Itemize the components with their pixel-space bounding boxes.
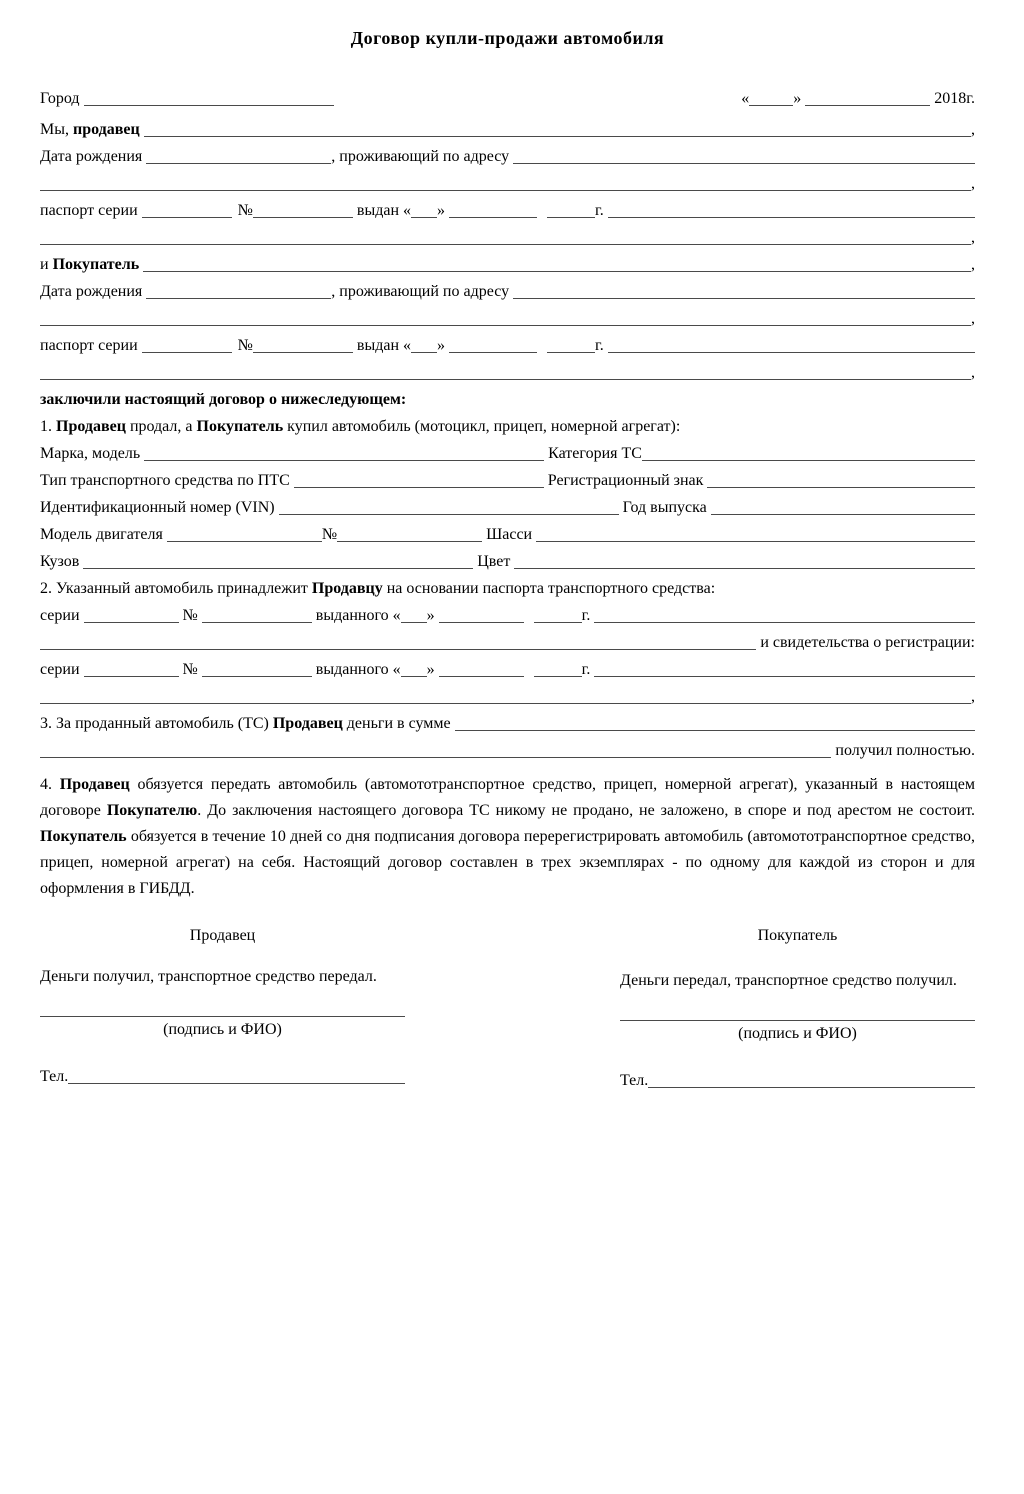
clause3-seller-word: Продавец xyxy=(272,715,343,732)
engine-number-sign: № xyxy=(321,526,338,543)
birth-date-label: Дата рождения xyxy=(40,148,147,165)
trailing-comma: , xyxy=(971,310,975,327)
date-close-quote: » xyxy=(793,90,806,107)
clause2-post-text: на основании паспорта транспортного средства: xyxy=(382,580,716,597)
seller-signature-line xyxy=(40,990,405,1017)
engine-model-label: Модель двигателя xyxy=(40,526,167,543)
sts-issue-day-blank-line xyxy=(401,676,427,677)
issue-open-quote: « xyxy=(392,661,401,678)
engine-number-blank-line xyxy=(337,541,482,542)
make-model-blank-line xyxy=(144,460,544,461)
seller-birth-address-row xyxy=(40,143,975,170)
buyer-intro-label: и xyxy=(40,256,53,273)
seller-role-label: продавец xyxy=(72,121,144,138)
registration-note-label: и свидетельства о регистрации: xyxy=(756,634,975,651)
trailing-comma: , xyxy=(971,229,975,246)
issue-close-quote: » xyxy=(426,661,439,678)
clause4-segment-1: обязуется передать автомобиль (автомототранспортное средство, прицеп, номерной агрегат), указанный в настоящем договоре xyxy=(40,776,976,819)
clause1-number: 1. xyxy=(40,418,56,435)
clause3-row xyxy=(40,710,975,737)
seller-address-blank-line xyxy=(513,163,975,164)
chassis-blank-line xyxy=(536,541,975,542)
category-blank-line xyxy=(642,460,975,461)
engine-model-blank-line xyxy=(167,541,322,542)
phone-label: Тел. xyxy=(40,1068,69,1085)
passport-series-label: паспорт серии xyxy=(40,202,142,219)
trailing-comma: , xyxy=(971,121,975,138)
sts-issue-year-blank-line xyxy=(534,676,582,677)
clause2-pre-text: 2. Указанный автомобиль принадлежит xyxy=(40,580,312,597)
clause1-row xyxy=(40,413,975,440)
concluded-statement: заключили настоящий договор о нижеследующем: xyxy=(40,391,407,408)
phone-label: Тел. xyxy=(620,1072,649,1089)
issue-open-quote: « xyxy=(392,607,401,624)
buyer-signature-block xyxy=(620,922,975,1094)
seller-intro-label: Мы, xyxy=(40,121,73,138)
seller-phone-blank-line xyxy=(68,1083,405,1084)
clause4-segment-2: . До заключения настоящего договора ТС никому не продано, не заложено, в споре и под арестом не состоит. xyxy=(197,802,975,819)
color-label: Цвет xyxy=(473,553,515,570)
seller-passport-issuer-continuation-row xyxy=(40,224,975,251)
seller-name-blank-line xyxy=(144,136,971,137)
engine-row xyxy=(40,521,975,548)
pts-series-blank-line xyxy=(84,622,179,623)
buyer-birth-address-row xyxy=(40,278,975,305)
clause4-buyer-word-2: Покупатель xyxy=(40,828,127,845)
city-date-row xyxy=(40,85,975,112)
amount-received-row xyxy=(40,737,975,764)
seller-signature-block xyxy=(40,922,405,1094)
trailing-comma: , xyxy=(971,256,975,273)
address-label: , проживающий по адресу xyxy=(331,283,514,300)
passport-issued-label: выдан xyxy=(352,337,404,354)
date-open-quote: « xyxy=(741,90,750,107)
seller-issue-day-blank-line xyxy=(411,217,437,218)
sts-series-row xyxy=(40,656,975,683)
sts-number-blank-line xyxy=(202,676,312,677)
buyer-address-continuation-row xyxy=(40,305,975,332)
seller-heading: Продавец xyxy=(189,927,256,944)
clause4-paragraph xyxy=(40,772,975,902)
seller-phone-row xyxy=(40,1063,405,1090)
seller-passport-row xyxy=(40,197,975,224)
buyer-passport-issuer-continuation-blank-line xyxy=(40,379,971,380)
issue-close-quote: » xyxy=(426,607,439,624)
pts-series-row xyxy=(40,602,975,629)
buyer-issue-day-blank-line xyxy=(411,352,437,353)
vin-row xyxy=(40,494,975,521)
passport-number-sign: № xyxy=(237,202,253,219)
pts-issuer-continuation-blank-line xyxy=(40,649,756,650)
pts-issued-label: выданного xyxy=(311,607,393,624)
buyer-heading: Покупатель xyxy=(757,927,838,944)
sts-issue-month-blank-line xyxy=(439,676,524,677)
buyer-passport-row xyxy=(40,332,975,359)
make-model-row xyxy=(40,440,975,467)
pts-issue-month-blank-line xyxy=(439,622,524,623)
vehicle-type-row xyxy=(40,467,975,494)
seller-intro-row xyxy=(40,116,975,143)
sts-number-sign: № xyxy=(178,661,202,678)
buyer-phone-blank-line xyxy=(648,1087,975,1088)
pts-number-sign: № xyxy=(178,607,202,624)
clause2-seller-word: Продавцу xyxy=(311,580,383,597)
body-blank-line xyxy=(83,568,473,569)
seller-address-continuation-blank-line xyxy=(40,190,971,191)
sts-issuer-continuation-row xyxy=(40,683,975,710)
trailing-comma: , xyxy=(971,175,975,192)
pts-issuer-blank-line xyxy=(594,622,975,623)
amount-blank-line xyxy=(455,730,975,731)
passport-series-label: паспорт серии xyxy=(40,337,142,354)
buyer-address-blank-line xyxy=(513,298,975,299)
seller-issue-year-blank-line xyxy=(547,217,595,218)
buyer-passport-issuer-continuation-row xyxy=(40,359,975,386)
amount-continuation-blank-line xyxy=(40,757,831,758)
date-day-blank-line xyxy=(749,105,793,106)
year-suffix-label: г. xyxy=(595,202,608,219)
issue-open-quote: « xyxy=(403,202,412,219)
buyer-passport-number-blank-line xyxy=(253,352,353,353)
issue-close-quote: » xyxy=(437,337,450,354)
clause2-row xyxy=(40,575,975,602)
make-model-label: Марка, модель xyxy=(40,445,145,462)
pts-number-blank-line xyxy=(202,622,312,623)
clause3-pre-text: 3. За проданный автомобиль (ТС) xyxy=(40,715,273,732)
buyer-intro-row xyxy=(40,251,975,278)
address-label: , проживающий по адресу xyxy=(331,148,514,165)
seller-address-continuation-row xyxy=(40,170,975,197)
buyer-phone-row xyxy=(620,1067,975,1094)
issue-close-quote: » xyxy=(437,202,450,219)
sts-issuer-continuation-blank-line xyxy=(40,703,971,704)
pts-series-label: серии xyxy=(40,607,84,624)
seller-issue-month-blank-line xyxy=(449,217,537,218)
body-label: Кузов xyxy=(40,553,84,570)
vin-label: Идентификационный номер (VIN) xyxy=(40,499,279,516)
buyer-handover-note: Деньги передал, транспортное средство получил. xyxy=(620,972,957,989)
city-label: Город xyxy=(40,90,84,107)
clause4-number: 4. xyxy=(40,776,60,793)
year-suffix-label: г. xyxy=(581,607,595,624)
seller-handover-note: Деньги получил, транспортное средство передал. xyxy=(40,968,377,985)
vin-blank-line xyxy=(279,514,619,515)
buyer-passport-series-blank-line xyxy=(142,352,232,353)
clause1-buyer-word: Покупатель xyxy=(196,418,284,435)
buyer-issue-month-blank-line xyxy=(449,352,537,353)
color-blank-line xyxy=(514,568,975,569)
trailing-comma: , xyxy=(971,364,975,381)
issue-open-quote: « xyxy=(403,337,412,354)
seller-passport-issuer-blank-line xyxy=(608,217,975,218)
buyer-role-label: Покупатель xyxy=(52,256,144,273)
city-blank-line xyxy=(84,105,334,106)
date-year-label: 2018г. xyxy=(930,90,975,107)
sts-issued-label: выданного xyxy=(311,661,393,678)
buyer-address-continuation-blank-line xyxy=(40,325,971,326)
sts-issuer-blank-line xyxy=(594,676,975,677)
body-color-row xyxy=(40,548,975,575)
reg-plate-blank-line xyxy=(707,487,975,488)
document-title: Договор купли-продажи автомобиля xyxy=(350,28,665,48)
passport-number-sign: № xyxy=(237,337,253,354)
seller-passport-series-blank-line xyxy=(142,217,232,218)
category-label: Категория ТС xyxy=(544,445,642,462)
clause4-seller-word: Продавец xyxy=(59,776,130,793)
registration-note-row xyxy=(40,629,975,656)
seller-birth-date-blank-line xyxy=(146,163,331,164)
clause1-mid-text: продал, а xyxy=(125,418,197,435)
vehicle-type-label: Тип транспортного средства по ПТС xyxy=(40,472,294,489)
date-month-blank-line xyxy=(805,105,930,106)
trailing-comma: , xyxy=(971,688,975,705)
clause3-post-text: деньги в сумме xyxy=(342,715,455,732)
buyer-birth-date-blank-line xyxy=(146,298,331,299)
signature-caption: (подпись и ФИО) xyxy=(738,1025,857,1042)
vehicle-type-blank-line xyxy=(294,487,544,488)
year-of-make-blank-line xyxy=(711,514,975,515)
pts-issue-day-blank-line xyxy=(401,622,427,623)
buyer-signature-line xyxy=(620,994,975,1021)
reg-plate-label: Регистрационный знак xyxy=(543,472,708,489)
pts-issue-year-blank-line xyxy=(534,622,582,623)
clause1-seller-word: Продавец xyxy=(56,418,126,435)
passport-issued-label: выдан xyxy=(352,202,404,219)
clause1-post-text: купил автомобиль (мотоцикл, прицеп, номерной агрегат): xyxy=(283,418,681,435)
buyer-issue-year-blank-line xyxy=(547,352,595,353)
year-suffix-label: г. xyxy=(595,337,608,354)
seller-passport-number-blank-line xyxy=(253,217,353,218)
clause4-segment-3: обязуется в течение 10 дней со дня подписания договора перерегистрировать автомобиль (автомототранспортное средство, прицеп, номерной агрегат) на себя. Настоящий договор составлен в трех экземплярах - по одному для каждой из сторон и для оформления в ГИБДД. xyxy=(40,828,975,897)
received-in-full-label: получил полностью. xyxy=(831,742,975,759)
birth-date-label: Дата рождения xyxy=(40,283,147,300)
sts-series-label: серии xyxy=(40,661,84,678)
clause4-buyer-word: Покупателю xyxy=(106,802,198,819)
signature-caption: (подпись и ФИО) xyxy=(163,1021,282,1038)
year-suffix-label: г. xyxy=(581,661,595,678)
sts-series-blank-line xyxy=(84,676,179,677)
year-of-make-label: Год выпуска xyxy=(618,499,711,516)
chassis-label: Шасси xyxy=(482,526,537,543)
buyer-passport-issuer-blank-line xyxy=(608,352,975,353)
buyer-name-blank-line xyxy=(143,271,971,272)
concluded-row xyxy=(40,386,975,413)
seller-passport-issuer-continuation-blank-line xyxy=(40,244,971,245)
signatures-section xyxy=(40,922,975,1094)
